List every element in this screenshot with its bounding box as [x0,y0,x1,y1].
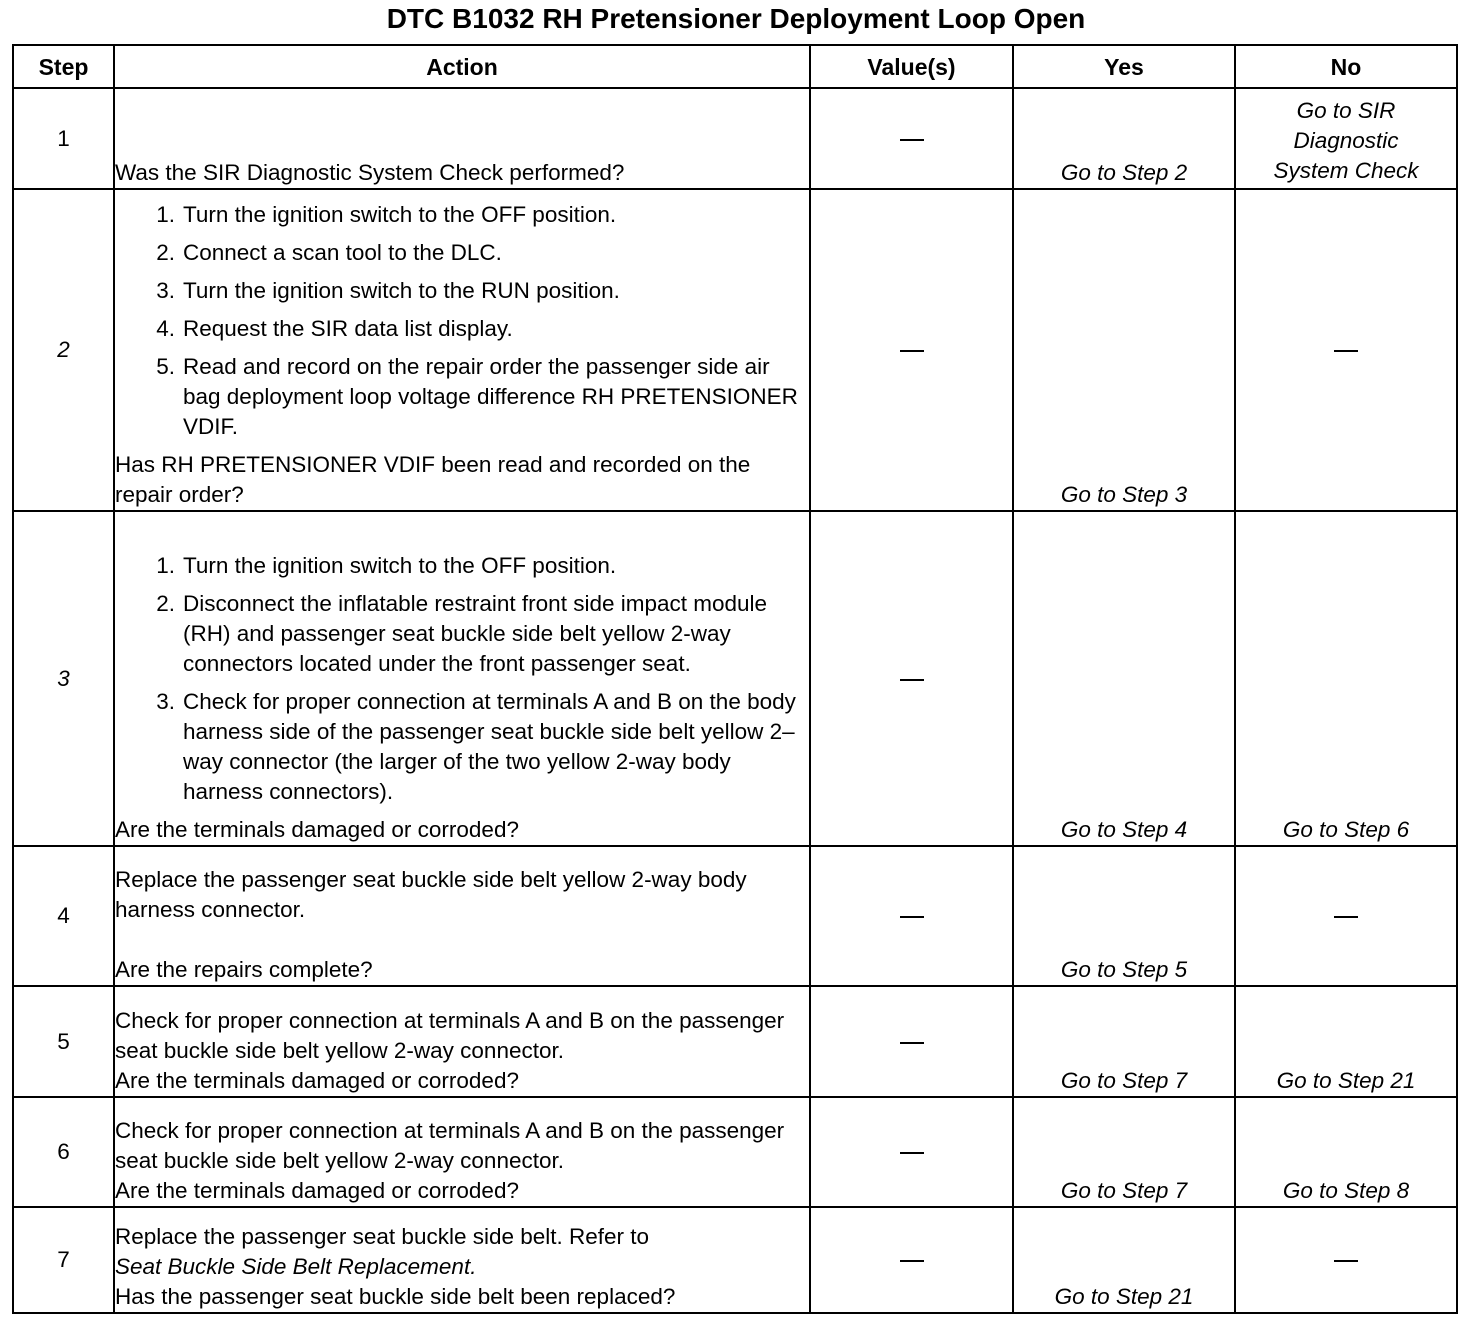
yes-link[interactable]: Go to Step 4 [1013,511,1235,846]
step-number: 2 [13,189,114,511]
action-cell [114,1207,810,1313]
question-text: Are the repairs complete? [115,957,373,982]
header-no: No [1235,45,1457,88]
dash-mark [900,1042,924,1044]
dash-mark [900,1152,924,1154]
action-text: Check for proper connection at terminals A and B on the passenger seat buckle side belt yellow 2-way connector. [115,1118,785,1173]
yes-link[interactable]: Go to Step 7 [1013,1097,1235,1207]
no-cell [1235,1207,1457,1313]
diagnostic-table [12,44,1458,1314]
no-link-diagnostic[interactable]: Diagnostic [1293,128,1399,153]
table-row [13,846,1457,986]
value-cell [810,986,1013,1097]
page-title: DTC B1032 RH Pretensioner Deployment Loop Open [386,3,1086,34]
value-cell [810,511,1013,846]
value-cell [810,1207,1013,1313]
dash-mark [1334,916,1358,918]
header-step: Step [13,45,114,88]
table-row [13,189,1457,511]
table-row [13,1097,1457,1207]
yes-link[interactable]: Go to Step 2 [1013,88,1235,189]
action-text: Replace the passenger seat buckle side belt yellow 2-way body harness connector. [115,867,747,922]
action-cell [114,986,810,1097]
step-number: 6 [13,1097,114,1207]
question-text: Has RH PRETENSIONER VDIF been read and recorded on the repair order? [115,452,751,507]
table-row [13,1207,1457,1313]
yes-link[interactable]: Go to Step 7 [1013,986,1235,1097]
dash-mark [900,350,924,352]
step-number: 4 [13,846,114,986]
step-number: 7 [13,1207,114,1313]
no-cell [1235,88,1457,189]
dash-mark [900,679,924,681]
no-line-1[interactable] [1236,96,1456,126]
header-yes: Yes [1013,45,1235,88]
no-cell [1235,189,1457,511]
action-cell [114,846,810,986]
table-row [13,88,1457,189]
action-cell [114,189,810,511]
question-text: Has the passenger seat buckle side belt been replaced? [115,1284,676,1309]
step-number: 1 [13,88,114,189]
no-link[interactable]: Go to Step 6 [1235,511,1457,846]
no-link[interactable]: Go to Step 21 [1235,986,1457,1097]
list-item: 3. Check for proper connection at terminals A and B on the body harness side of the passenger seat buckle side belt yellow 2–way connector (the larger of the two yellow 2-way body harness connectors). [156,689,796,804]
list-item: 4. Request the SIR data list display. [156,316,513,341]
step-number: 3 [13,511,114,846]
table-row [13,511,1457,846]
no-cell [1235,846,1457,986]
yes-link[interactable]: Go to Step 5 [1013,846,1235,986]
action-list [115,551,809,807]
reference-link[interactable]: Seat Buckle Side Belt Replacement. [115,1254,477,1279]
value-cell [810,846,1013,986]
list-item: 2. Disconnect the inflatable restraint front side impact module (RH) and passenger seat buckle side belt yellow 2-way connectors located under the front passenger seat. [156,591,768,676]
table-row [13,986,1457,1097]
dash-mark [900,1260,924,1262]
question-text: Are the terminals damaged or corroded? [115,1178,519,1203]
question-text: Are the terminals damaged or corroded? [115,1068,519,1093]
list-item: 2. Connect a scan tool to the DLC. [156,240,502,265]
list-item: 1. Turn the ignition switch to the OFF position. [156,202,617,227]
header-row [13,45,1457,88]
dash-mark [1334,1260,1358,1262]
dash-mark [900,916,924,918]
action-text: Replace the passenger seat buckle side belt. Refer to [115,1224,650,1249]
value-cell [810,88,1013,189]
action-cell [114,1097,810,1207]
action-text: Check for proper connection at terminals A and B on the passenger seat buckle side belt yellow 2-way connector. [115,1008,785,1063]
list-item: 5. Read and record on the repair order the passenger side air bag deployment loop voltage difference RH PRETENSIONER VDIF. [156,354,798,439]
header-action: Action [114,45,810,88]
dash-mark [900,139,924,141]
dash-mark [1334,350,1358,352]
value-cell [810,189,1013,511]
step-number: 5 [13,986,114,1097]
list-item: 1. Turn the ignition switch to the OFF position. [156,553,617,578]
header-values: Value(s) [810,45,1013,88]
list-item: 3. Turn the ignition switch to the RUN position. [156,278,620,303]
no-link-sir[interactable]: SIR [1357,98,1396,123]
yes-link[interactable]: Go to Step 21 [1013,1207,1235,1313]
no-prefix: Go to [1296,98,1352,123]
action-cell [114,511,810,846]
no-link-system-check[interactable]: System Check [1273,158,1419,183]
no-link[interactable]: Go to Step 8 [1235,1097,1457,1207]
action-cell [114,88,810,189]
yes-link[interactable]: Go to Step 3 [1013,189,1235,511]
action-list [115,200,809,442]
question-text: Was the SIR Diagnostic System Check performed? [115,160,625,185]
question-text: Are the terminals damaged or corroded? [115,817,519,842]
value-cell [810,1097,1013,1207]
